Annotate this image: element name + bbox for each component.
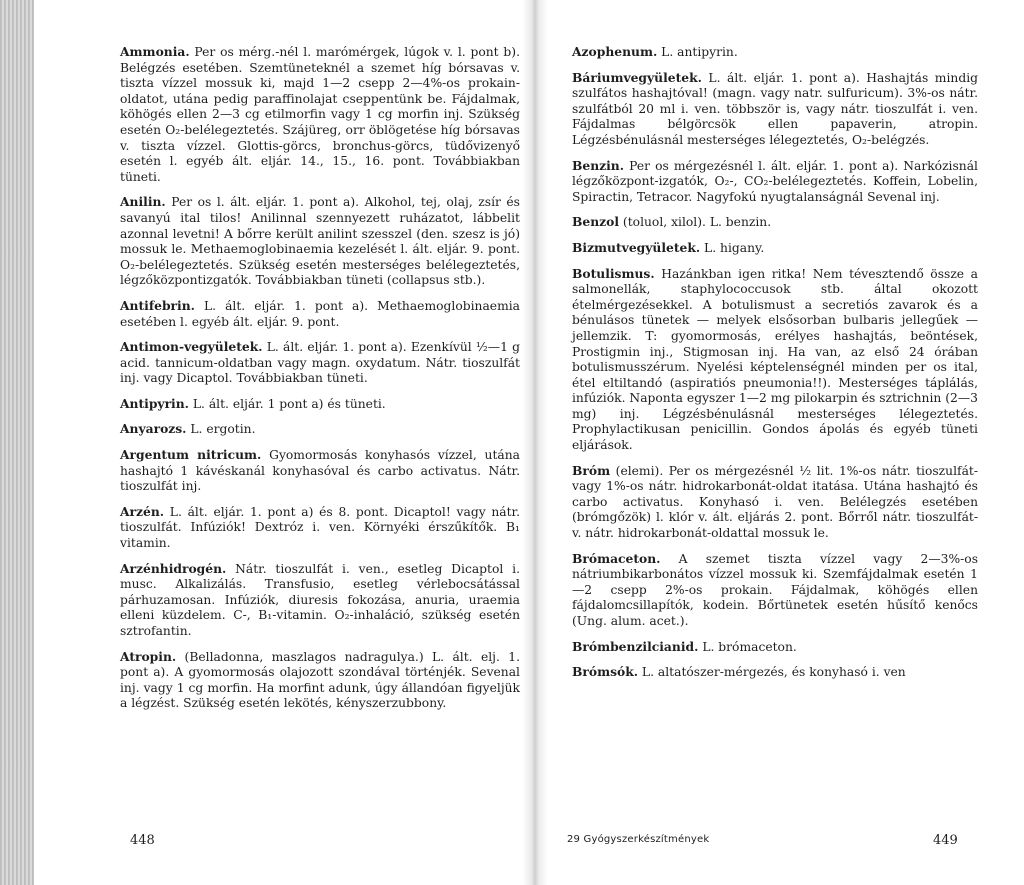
entry-headword: Antimon-vegyületek. — [120, 339, 263, 355]
entry-headword: Arzén. — [120, 503, 165, 519]
entry-headword: Brómaceton. — [572, 550, 661, 566]
page-number-left: 448 — [130, 833, 155, 848]
page-edge-shadow — [0, 0, 34, 885]
entry-text: (elemi). Per os mérgezésnél ½ lit. 1%-os nátr. tioszulfát- vagy 1%-os nátr. hidrokarbonát-oldat itatása. Utána hashajtó és carbo activatus. Konyhasó i. ven. Belélegzés esetében (brómgőzök) l. klór v. ált. eljárás 2. pont. Bőrről nátr. tioszulfát- v. nátr. hidrokarbonát-oldattal mossuk le. — [572, 463, 978, 541]
entry-headword: Anyarozs. — [120, 421, 187, 437]
entry-headword: Bróm — [572, 462, 611, 478]
entry-bariumvegyuletek — [572, 70, 978, 149]
entry-anilin — [120, 194, 520, 289]
entry-headword: Bizmutvegyületek. — [572, 239, 701, 255]
entry-brom — [572, 463, 978, 542]
entry-text: Hazánkban igen ritka! Nem tévesztendő össze a salmonellák, staphylococcusok stb. által okozott ételmérgezésekkel. A botulismust a secretiós zavarok és a bénulásos tünetek — melyek elsősorban bulbaris jellegűek — jellemzik. T: gyomormosás, erélyes hashajtás, beöntések, Prostigmin inj., Stigmosan inj. Ha van, az első 24 órában botulismusszérum. Nyelési képtelenségnél minden per os ital, étel eltiltandó (aspiratiós pneumonia!!). Mesterséges táplálás, infúziók. Naponta egyszer 1—2 mg pilokarpin és sztrichnin (2—3 mg) inj. Légzésbénulásnál mesterséges lélegeztetés. Prophylactikusan penicillin. Gondos ápolás és egyéb tüneti eljárások. — [572, 266, 978, 453]
entry-headword: Anilin. — [120, 194, 166, 210]
entry-text: L. ergotin. — [186, 422, 256, 437]
entry-text: L. ált. eljár. 1. pont a). Methaemoglobinaemia esetében l. egyéb ált. eljár. 9. pont. — [120, 298, 520, 329]
entry-headword: Azophenum. — [572, 44, 658, 59]
entry-headword: Botulismus. — [572, 265, 655, 281]
entry-headword: Argentum nitricum. — [120, 447, 262, 463]
entry-text: L. ált. eljár. 1 pont a) és tüneti. — [188, 396, 386, 411]
entry-argentum-nitricum — [120, 447, 520, 495]
entry-text: L. ált. eljár. 1. pont a). Hashajtás mindig szulfátos hashajtóval! (magn. vagy natr. sulfuricum). 3%-os nátr. szulfátból 20 ml i. ven. többször is, vagy nátr. tioszulfát i. ven. Fájdalmas bélgörcsök ellen papaverin, atropin. Légzésbénulásnál mesterséges lélegeztetés, O₂-belégzés. — [572, 70, 978, 147]
entry-headword: Antifebrin. — [120, 297, 195, 313]
entry-headword: Báriumvegyületek. — [572, 69, 702, 85]
entry-text: Per os mérgezésnél l. ált. eljár. 1. pont a). Narkózisnál légzőközpont-izgatók, O₂-, CO₂-belélegeztetés. Koffein, Lobelin, Spiractin, Tetracor. Nagyfokú nyugtalanságnál Sevenal inj. — [572, 158, 978, 204]
entry-headword: Ammonia. — [120, 44, 190, 59]
entry-text: Gyomormosás konyhasós vízzel, utána hashajtó 1 kávéskanál konyhasóval és carbo activatus. Nátr. tioszulfát inj. — [120, 448, 520, 494]
entry-ammonia — [120, 44, 520, 185]
entry-atropin — [120, 649, 520, 712]
entry-text: (toluol, xilol). L. benzin. — [619, 215, 772, 230]
left-page — [120, 44, 520, 721]
entry-headword: Brómsók. — [572, 664, 639, 680]
entry-headword: Benzin. — [572, 157, 625, 173]
entry-bromaceton — [572, 551, 978, 630]
entry-benzin — [572, 158, 978, 206]
entry-headword: Atropin. — [120, 648, 177, 664]
entry-text: A szemet tiszta vízzel vagy 2—3%-os nátriumbikarbonátos vízzel mossuk ki. Szemfájdalmak esetén 1—2 csepp 2%-os prokain. Fájdalmak, köhögés ellen fájdalomcsillapítók, kodein. Bőrtünetek esetén hűsítő kenőcs (Ung. alum. acet.). — [572, 551, 978, 628]
entry-text: L. altatószer-mérgezés, és konyhasó i. ven — [638, 665, 906, 680]
entry-antimon — [120, 339, 520, 387]
entry-text: L. ált. eljár. 1. pont a). Ezenkívül ½—1 g acid. tannicum-oldatban vagy magn. oxydatum. Nátr. tioszulfát inj. vagy Dicaptol. Továbbiakban tüneti. — [120, 340, 520, 386]
entry-text: Nátr. tioszulfát i. ven., esetleg Dicaptol i. musc. Alkalizálás. Transfusio, esetleg vérlebocsátással párhuzamosan. Infúziók, diuresis fokozása, anuria, uraemia elleni küzdelem. C-, B₁-vitamin. O₂-inhaláció, szükség esetén sztrofantin. — [120, 561, 520, 638]
entry-headword: Antipyrin. — [120, 395, 189, 411]
printer-signature: 29 Gyógyszerkészítmények — [567, 834, 710, 845]
entry-text: L. higany. — [700, 240, 765, 255]
entry-headword: Arzénhidrogén. — [120, 560, 227, 576]
entry-text: Per os l. ált. eljár. 1. pont a). Alkohol, tej, olaj, zsír és savanyú ital tilos! Anilinnal szennyezett ruházatot, lábbelit azonnal levetni! A bőrre került anilint szesszel (den. szesz is jó) mossuk le. Methaemoglobinaemia kezelését l. ált. eljár. 9. pont. O₂-belélegeztetés. Szükség esetén mesterséges belélegeztetés, légzőközpontizgatók. Továbbiakban tüneti (collapsus stb.). — [120, 195, 520, 288]
entry-bromsok — [572, 664, 978, 681]
entry-antipyrin — [120, 396, 520, 413]
entry-benzol — [572, 214, 978, 231]
entry-brombenzilcianid — [572, 639, 978, 656]
entry-arzen — [120, 504, 520, 552]
entry-bizmutvegyuletek — [572, 240, 978, 257]
entry-antifebrin — [120, 298, 520, 330]
entry-text: L. antipyrin. — [657, 45, 738, 59]
entry-headword: Brómbenzilcianid. — [572, 638, 699, 654]
entry-headword: Benzol — [572, 214, 620, 230]
entry-text: (Belladonna, maszlagos nadragulya.) L. ált. elj. 1. pont a). A gyomormosás olajozott szondával történjék. Sevenal inj. vagy 1 cg morfin. Ha morfint adunk, úgy állandóan figyeljük a légzést. Szükség esetén lekötés, kényszerzubbony. — [120, 649, 520, 711]
entry-botulismus — [572, 266, 978, 454]
right-page — [572, 44, 978, 690]
entry-text: L. brómaceton. — [698, 639, 797, 654]
entry-anyarozs — [120, 421, 520, 438]
entry-azophenum — [572, 44, 978, 61]
book-gutter — [522, 0, 548, 885]
entry-text: L. ált. eljár. 1. pont a) és 8. pont. Dicaptol! vagy nátr. tioszulfát. Infúziók! Dextróz i. ven. Környéki érszűkítők. B₁ vitamin. — [120, 504, 520, 551]
entry-text: Per os mérg.-nél l. marómérgek, lúgok v. l. pont b). Belégzés esetében. Szemtüneteknél a szemet híg bórsavas v. tiszta vízzel mossuk ki, majd 1—2 csepp 2—4%-os prokain-oldatot, utána pedig paraffinolajat cseppentünk be. Fájdalmak, köhögés ellen 2—3 cg etilmorfin vagy 1 cg morfin inj. Szükség esetén O₂-belélegeztetés. Szájüreg, orr öblögetése híg bórsavas v. tiszta vízzel. Glottis-görcs, bronchus-görcs, tüdővizenyő esetén l. egyéb ált. eljár. 14., 15., 16. pont. Továbbiakban tüneti. — [120, 45, 520, 184]
page-number-right: 449 — [933, 833, 958, 848]
entry-arzenhidrogen — [120, 561, 520, 640]
